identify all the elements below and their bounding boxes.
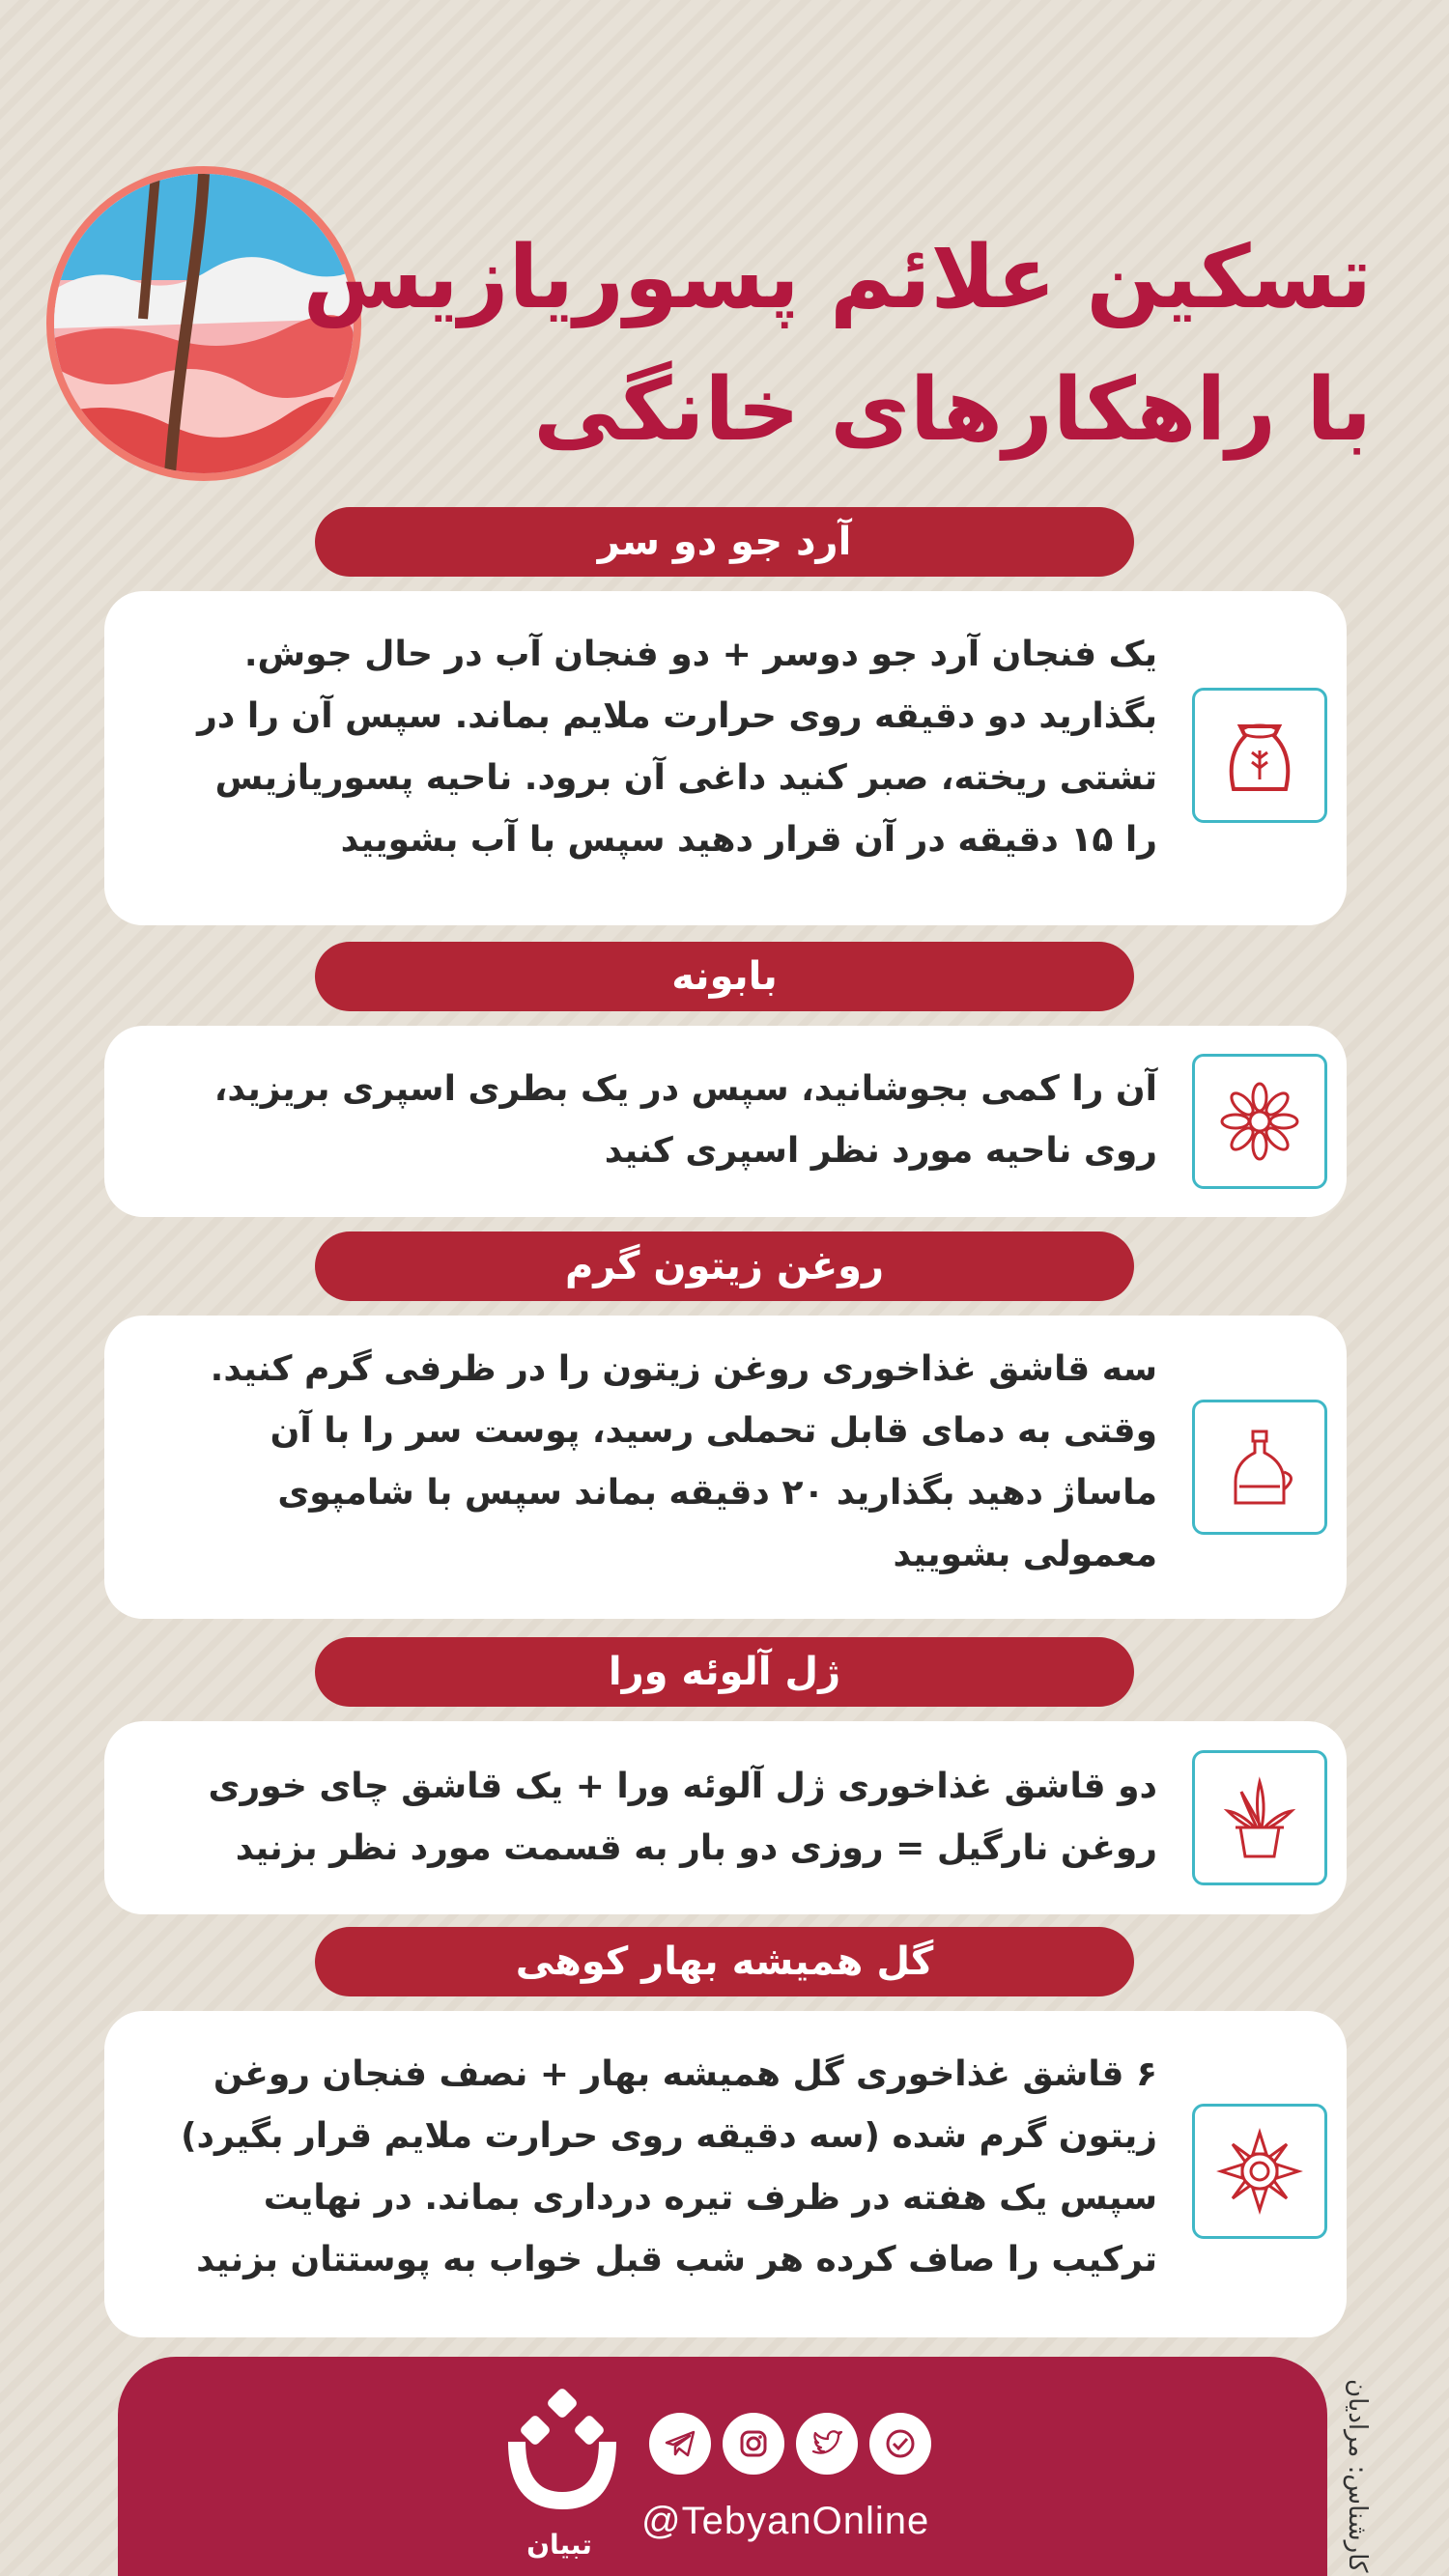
- section-text: دو قاشق غذاخوری ژل آلوئه ورا + یک قاشق چای خوری روغن نارگیل = روزی دو بار به قسمت مورد نظر بزنید: [208, 1767, 1157, 1868]
- section-title: گل همیشه بهار کوهی: [315, 1927, 1134, 1996]
- section-text: ۶ قاشق غذاخوری گل همیشه بهار + نصف فنجان روغن زیتون گرم شده (سه دقیقه روی حرارت ملایم قرار بگیرد) سپس یک هفته در ظرف تیره درداری بماند. در نهایت ترکیب را صاف کرده هر شب قبل خواب به پوستتان بزنید: [181, 2054, 1157, 2279]
- credit: کارشناس: مرادیان: [1343, 2378, 1372, 2572]
- section-card: [104, 1721, 1347, 1914]
- section-card: [104, 591, 1347, 925]
- section-text: یک فنجان آرد جو دوسر + دو فنجان آب در حال جوش. بگذارید دو دقیقه روی حرارت ملایم بماند. سپس آن را در تشتی ریخته، صبر کنید داغی آن برود. ناحیه پسوریازیس را ۱۵ دقیقه در آن قرار دهید سپس با آب بشویید: [197, 635, 1157, 860]
- section-title: ژل آلوئه ورا: [315, 1637, 1134, 1707]
- section-text: سه قاشق غذاخوری روغن زیتون را در ظرفی گرم کنید. وقتی به دمای قابل تحملی رسید، پوست سر را با آن ماساژ دهید بگذارید ۲۰ دقیقه بماند سپس با شامپوی معمولی بشویید: [210, 1349, 1157, 1574]
- page-title-line1: تسکین علائم پسوریازیس: [302, 227, 1372, 328]
- footer: [118, 2357, 1327, 2576]
- aloe-plant-icon: [1192, 1750, 1327, 1885]
- brand-name: تبیان: [526, 2529, 592, 2561]
- verified-icon[interactable]: [869, 2413, 931, 2475]
- section-title: روغن زیتون گرم: [315, 1231, 1134, 1301]
- instagram-icon[interactable]: [723, 2413, 784, 2475]
- telegram-icon[interactable]: [649, 2413, 711, 2475]
- section-card: [104, 2011, 1347, 2337]
- section-card: [104, 1026, 1347, 1217]
- calendula-flower-icon: [1192, 2104, 1327, 2239]
- oil-bottle-icon: [1192, 1400, 1327, 1535]
- header: [0, 0, 1449, 502]
- page-title-line2: با راهکارهای خانگی: [533, 359, 1372, 461]
- flour-sack-icon: [1192, 688, 1327, 823]
- social-handle[interactable]: @TebyanOnline: [641, 2500, 930, 2542]
- section-title: بابونه: [315, 942, 1134, 1011]
- tebyan-logo: [495, 2384, 630, 2548]
- section-title: آرد جو دو سر: [315, 507, 1134, 577]
- twitter-icon[interactable]: [796, 2413, 858, 2475]
- section-text: آن را کمی بجوشانید، سپس در یک بطری اسپری بریزید، روی ناحیه مورد نظر اسپری کنید: [213, 1069, 1157, 1171]
- section-card: [104, 1316, 1347, 1619]
- chamomile-flower-icon: [1192, 1054, 1327, 1189]
